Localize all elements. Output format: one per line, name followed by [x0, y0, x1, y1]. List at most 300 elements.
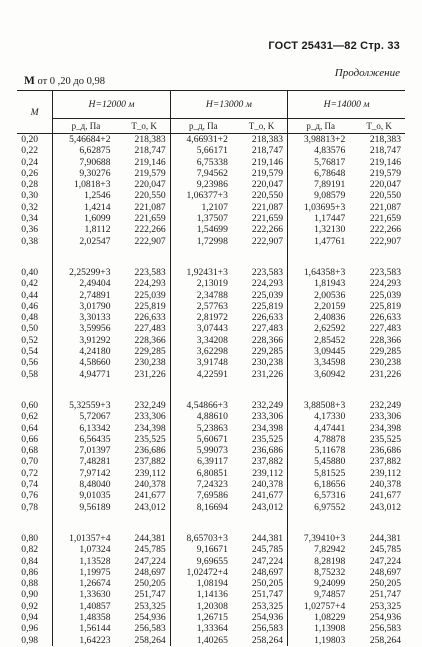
- pressure-cell: 1,20308: [196, 600, 228, 612]
- mach-cell: 0,58: [17, 369, 53, 380]
- temperature-cell: 225,819: [369, 300, 401, 312]
- pressure-cell: 6,13342: [79, 422, 111, 434]
- temperature-cell: 229,285: [119, 346, 171, 357]
- pressure-column-header: p_д, Па: [53, 119, 119, 134]
- mach-cell: 0,74: [17, 479, 53, 490]
- table-row: [17, 490, 405, 501]
- mach-cell: 0,80: [17, 533, 53, 544]
- temperature-cell: 220,550: [236, 190, 288, 201]
- pressure-cell: 3,91748: [196, 357, 228, 369]
- temperature-cell: 254,936: [236, 612, 288, 623]
- pressure-cell: 1,01357+4: [69, 532, 111, 544]
- temperature-cell: 220,047: [119, 179, 171, 190]
- mach-cell: 0,22: [17, 145, 53, 156]
- temperature-cell: 251,747: [369, 589, 401, 601]
- mach-cell: 0,66: [17, 434, 53, 445]
- temperature-cell: 218,747: [119, 145, 171, 156]
- pressure-cell: 7,69586: [196, 490, 228, 502]
- pressure-cell: 1,26674: [79, 578, 111, 590]
- table-row: [17, 267, 405, 278]
- temperature-cell: 232,249: [236, 400, 288, 411]
- temperature-cell: 231,226: [369, 368, 401, 380]
- pressure-cell: 2,25299+3: [69, 266, 111, 278]
- pressure-cell: 3,07443: [196, 323, 228, 335]
- table-row: [17, 168, 405, 179]
- temperature-cell: 251,747: [236, 589, 288, 600]
- pressure-cell: 9,69655: [196, 555, 228, 567]
- temperature-cell: 239,112: [370, 467, 401, 479]
- pressure-cell: 5,76817: [314, 156, 346, 168]
- pressure-cell: 3,88508+3: [303, 399, 346, 411]
- temperature-cell: 221,087: [236, 202, 288, 213]
- pressure-cell: 1,4214: [84, 201, 111, 213]
- temperature-cell: 231,226: [119, 369, 171, 380]
- pressure-cell: 3,01790: [79, 300, 111, 312]
- pressure-cell: 2,34788: [196, 289, 228, 301]
- mach-cell: 0,60: [17, 400, 53, 411]
- pressure-cell: 7,97142: [79, 467, 111, 479]
- table-row: [17, 400, 405, 411]
- pressure-cell: 1,19975: [79, 566, 111, 578]
- temperature-cell: 222,907: [119, 236, 171, 247]
- temperature-cell: 235,525: [236, 434, 288, 445]
- temperature-cell: 222,266: [369, 224, 401, 236]
- pressure-cell: 4,94771: [79, 368, 111, 380]
- temperature-cell: 225,819: [236, 301, 288, 312]
- temperature-cell: 225,819: [119, 301, 171, 312]
- pressure-cell: 3,91292: [79, 334, 111, 346]
- temperature-cell: 250,205: [119, 578, 171, 589]
- mach-cell: 0,34: [17, 213, 53, 224]
- mach-cell: 0,44: [17, 290, 53, 301]
- pressure-cell: 3,34598: [314, 357, 346, 369]
- temperature-cell: 253,325: [369, 600, 401, 612]
- pressure-cell: 9,56189: [79, 501, 111, 513]
- temperature-cell: 221,659: [119, 213, 171, 224]
- temperature-cell: 228,366: [119, 335, 171, 346]
- mach-cell: 0,40: [17, 267, 53, 278]
- mach-cell: 0,62: [17, 411, 53, 422]
- pressure-column-header: p_д, Па: [288, 119, 354, 134]
- temperature-cell: 228,366: [369, 334, 401, 346]
- temperature-cell: 229,285: [369, 346, 401, 358]
- table-row: [17, 190, 405, 201]
- pressure-cell: 1,06377+3: [186, 190, 228, 202]
- table-row: [17, 635, 405, 646]
- table-row: [17, 278, 405, 289]
- mach-cell: 0,82: [17, 544, 53, 555]
- temperature-cell: 223,583: [119, 267, 171, 278]
- table-row: [17, 411, 405, 422]
- temperature-cell: 234,398: [369, 422, 401, 434]
- mach-cell: 0,76: [17, 490, 53, 501]
- temperature-cell: 218,383: [236, 134, 288, 146]
- temperature-cell: 220,550: [369, 190, 401, 202]
- table-row: [17, 468, 405, 479]
- pressure-cell: 8,75232: [314, 566, 346, 578]
- temperature-cell: 241,677: [369, 490, 401, 502]
- table-row: [17, 157, 405, 168]
- pressure-cell: 1,13908: [314, 623, 346, 635]
- mach-cell: 0,20: [17, 134, 53, 146]
- temperature-cell: 243,012: [369, 501, 401, 513]
- temperature-cell: 230,238: [119, 357, 171, 368]
- temperature-cell: 247,224: [236, 556, 288, 567]
- table-row: [17, 213, 405, 224]
- pressure-cell: 2,57763: [196, 300, 228, 312]
- table-row: [17, 479, 405, 490]
- temperature-cell: 220,047: [369, 179, 401, 191]
- temperature-cell: 222,266: [236, 224, 288, 235]
- pressure-cell: 1,13528: [79, 555, 111, 567]
- mach-cell: 0,92: [17, 601, 53, 612]
- pressure-cell: 1,64358+3: [303, 266, 346, 278]
- temperature-cell: 230,238: [236, 357, 288, 368]
- pressure-cell: 2,62592: [314, 323, 346, 335]
- pressure-cell: 9,01035: [79, 490, 111, 502]
- temperature-cell: 233,306: [119, 411, 171, 422]
- temperature-cell: 256,583: [119, 623, 171, 634]
- pressure-cell: 9,24099: [314, 578, 346, 590]
- temperature-cell: 248,697: [369, 566, 401, 578]
- pressure-column-header: p_д, Па: [170, 119, 236, 134]
- pressure-cell: 7,89191: [314, 179, 346, 191]
- temperature-cell: 219,146: [369, 156, 401, 168]
- temperature-cell: 222,907: [369, 235, 401, 247]
- mach-cell: 0,42: [17, 278, 53, 289]
- temperature-cell: 247,224: [369, 555, 401, 567]
- mach-column-header: M: [17, 91, 53, 134]
- pressure-cell: 2,81972: [196, 312, 228, 324]
- mach-cell: 0,70: [17, 456, 53, 467]
- mach-cell: 0,46: [17, 301, 53, 312]
- temperature-cell: 237,882: [119, 456, 171, 467]
- pressure-cell: 4,66931+2: [186, 134, 228, 145]
- temperature-cell: 225,039: [119, 290, 171, 301]
- table-row: [17, 369, 405, 380]
- pressure-cell: 1,02472+4: [186, 566, 228, 578]
- temperature-cell: 247,224: [119, 556, 171, 567]
- pressure-cell: 1,2107: [201, 201, 228, 213]
- pressure-cell: 4,47441: [314, 422, 346, 434]
- pressure-cell: 1,08229: [314, 611, 346, 623]
- temperature-cell: 250,205: [369, 578, 401, 590]
- table-row: [17, 312, 405, 323]
- mach-cell: 0,38: [17, 236, 53, 247]
- pressure-cell: 1,08194: [196, 578, 228, 590]
- pressure-cell: 3,09445: [314, 346, 346, 358]
- pressure-cell: 1,0818+3: [73, 179, 111, 191]
- temperature-cell: 226,633: [236, 312, 288, 323]
- pressure-cell: 5,66171: [196, 145, 228, 157]
- pressure-cell: 5,32559+3: [69, 399, 111, 411]
- temperature-cell: 245,785: [119, 544, 171, 555]
- pressure-cell: 1,92431+3: [186, 266, 228, 278]
- temperature-cell: 226,633: [369, 312, 401, 324]
- pressure-cell: 1,40857: [79, 600, 111, 612]
- table-row: [17, 601, 405, 612]
- temperature-cell: 254,936: [369, 611, 401, 623]
- pressure-cell: 7,39410+3: [303, 532, 346, 544]
- table-row: [17, 434, 405, 445]
- table-row: [17, 502, 405, 513]
- pressure-cell: 4,83576: [314, 145, 346, 157]
- temperature-cell: 222,907: [236, 236, 288, 247]
- temperature-cell: 248,697: [236, 567, 288, 578]
- table-row: [17, 335, 405, 346]
- pressure-cell: 2,20159: [314, 300, 346, 312]
- mach-cell: 0,32: [17, 202, 53, 213]
- pressure-cell: 6,18656: [314, 479, 346, 491]
- temperature-cell: 256,583: [369, 623, 401, 635]
- pressure-cell: 7,48281: [79, 456, 111, 468]
- temperature-column-header: T_о, K: [236, 119, 288, 134]
- altitude-header-2: H=13000 м: [170, 91, 287, 119]
- standard-code: ГОСТ 25431—82: [268, 40, 357, 52]
- temperature-cell: 226,633: [119, 312, 171, 323]
- altitude-header-1: H=12000 м: [53, 91, 170, 119]
- temperature-cell: 239,112: [236, 468, 288, 479]
- pressure-cell: 2,40836: [314, 312, 346, 324]
- pressure-cell: 5,81525: [314, 467, 346, 479]
- temperature-cell: 222,266: [119, 224, 171, 235]
- pressure-cell: 6,39117: [197, 456, 228, 468]
- temperature-cell: 239,112: [119, 468, 171, 479]
- table-row: [17, 179, 405, 190]
- mach-cell: 0,68: [17, 445, 53, 456]
- temperature-cell: 227,483: [119, 323, 171, 334]
- temperature-cell: 234,398: [119, 423, 171, 434]
- pressure-cell: 1,40265: [196, 634, 228, 646]
- pressure-cell: 1,26715: [196, 611, 228, 623]
- pressure-cell: 1,03695+3: [303, 201, 346, 213]
- pressure-cell: 2,85452: [314, 334, 346, 346]
- table-row: [17, 578, 405, 589]
- temperature-cell: 250,205: [236, 578, 288, 589]
- temperature-cell: 221,087: [119, 202, 171, 213]
- pressure-cell: 7,24323: [196, 479, 228, 491]
- table-row: [17, 623, 405, 634]
- temperature-cell: 223,583: [369, 266, 401, 278]
- pressure-cell: 9,23986: [196, 179, 228, 191]
- pressure-cell: 8,65703+3: [186, 532, 228, 544]
- pressure-cell: 1,81943: [314, 278, 346, 290]
- mach-cell: 0,36: [17, 224, 53, 235]
- pressure-cell: 6,56435: [79, 433, 111, 445]
- temperature-cell: 221,659: [369, 213, 401, 225]
- pressure-cell: 5,99073: [196, 445, 228, 457]
- pressure-cell: 7,82942: [314, 544, 346, 556]
- temperature-cell: 219,146: [236, 157, 288, 168]
- mach-cell: 0,88: [17, 578, 53, 589]
- temperature-cell: 244,381: [119, 533, 171, 544]
- table-row: [17, 544, 405, 555]
- pressure-cell: 1,37507: [196, 213, 228, 225]
- temperature-cell: 219,146: [119, 157, 171, 168]
- pressure-cell: 1,32130: [314, 224, 346, 236]
- temperature-cell: 225,039: [369, 289, 401, 301]
- altitude-header-3: H=14000 м: [288, 91, 405, 119]
- temperature-cell: 235,525: [119, 434, 171, 445]
- temperature-cell: 224,293: [369, 278, 401, 290]
- page-label: Стр.: [360, 40, 385, 52]
- pressure-cell: 4,24180: [79, 346, 111, 358]
- pressure-cell: 5,60671: [196, 433, 228, 445]
- table-row: [17, 357, 405, 368]
- temperature-cell: 218,383: [119, 134, 171, 146]
- pressure-cell: 1,56144: [79, 623, 111, 635]
- continuation-label: Продолжение: [334, 67, 400, 79]
- mach-symbol: M: [24, 75, 35, 87]
- mach-cell: 0,52: [17, 335, 53, 346]
- table-row: [17, 202, 405, 213]
- temperature-cell: 237,882: [236, 456, 288, 467]
- mach-cell: 0,78: [17, 502, 53, 513]
- mach-cell: 0,96: [17, 623, 53, 634]
- pressure-cell: 1,2546: [84, 190, 111, 202]
- pressure-cell: 3,98813+2: [303, 134, 346, 145]
- temperature-cell: 218,747: [236, 145, 288, 156]
- temperature-cell: 243,012: [119, 502, 171, 513]
- temperature-cell: 221,659: [236, 213, 288, 224]
- pressure-cell: 5,11678: [314, 445, 346, 457]
- temperature-cell: 245,785: [369, 544, 401, 556]
- mach-cell: 0,72: [17, 468, 53, 479]
- pressure-cell: 6,97552: [314, 501, 346, 513]
- mach-cell: 0,84: [17, 556, 53, 567]
- temperature-cell: 236,686: [369, 445, 401, 457]
- pressure-cell: 1,14136: [196, 589, 228, 601]
- temperature-cell: 241,677: [119, 490, 171, 501]
- temperature-cell: 236,686: [119, 445, 171, 456]
- pressure-cell: 2,02547: [79, 235, 111, 247]
- temperature-cell: 224,293: [119, 278, 171, 289]
- temperature-cell: 220,047: [236, 179, 288, 190]
- pressure-cell: 3,30133: [79, 312, 111, 324]
- temperature-cell: 227,483: [236, 323, 288, 334]
- pressure-cell: 3,59956: [79, 323, 111, 335]
- temperature-cell: 240,378: [369, 479, 401, 491]
- pressure-cell: 6,80851: [196, 467, 228, 479]
- table-row: [17, 589, 405, 600]
- pressure-cell: 8,28198: [314, 555, 346, 567]
- pressure-cell: 5,46684+2: [69, 134, 111, 145]
- mach-cell: 0,90: [17, 589, 53, 600]
- temperature-cell: 229,285: [236, 346, 288, 357]
- table-row: [17, 134, 405, 146]
- temperature-cell: 235,525: [369, 433, 401, 445]
- pressure-cell: 2,74891: [79, 289, 111, 301]
- mach-cell: 0,64: [17, 423, 53, 434]
- mach-cell: 0,30: [17, 190, 53, 201]
- table-row: [17, 612, 405, 623]
- temperature-cell: 254,936: [119, 612, 171, 623]
- pressure-cell: 1,19803: [314, 634, 346, 646]
- temperature-column-header: T_о, K: [353, 119, 405, 134]
- pressure-cell: 1,07324: [79, 544, 111, 556]
- temperature-cell: 227,483: [369, 323, 401, 335]
- pressure-cell: 9,74857: [314, 589, 346, 601]
- pressure-cell: 4,54866+3: [186, 399, 228, 411]
- pressure-cell: 9,08579: [314, 190, 346, 202]
- temperature-cell: 220,550: [119, 190, 171, 201]
- temperature-cell: 253,325: [236, 601, 288, 612]
- pressure-cell: 1,54699: [196, 224, 228, 236]
- pressure-cell: 5,45880: [314, 456, 346, 468]
- temperature-cell: 224,293: [236, 278, 288, 289]
- pressure-cell: 5,72067: [79, 411, 111, 423]
- pressure-cell: 3,62298: [196, 346, 228, 358]
- temperature-cell: 253,325: [119, 601, 171, 612]
- pressure-cell: 6,78648: [314, 167, 346, 179]
- temperature-cell: 232,249: [119, 400, 171, 411]
- pressure-cell: 6,57316: [314, 490, 346, 502]
- temperature-cell: 248,697: [119, 567, 171, 578]
- temperature-cell: 233,306: [369, 411, 401, 423]
- table-row: [17, 290, 405, 301]
- pressure-cell: 1,33364: [196, 623, 228, 635]
- temperature-cell: 241,677: [236, 490, 288, 501]
- mach-cell: 0,26: [17, 168, 53, 179]
- page-number: 33: [387, 40, 400, 52]
- atmosphere-table: [17, 90, 405, 646]
- pressure-cell: 1,6099: [84, 213, 111, 225]
- mach-cell: 0,50: [17, 323, 53, 334]
- mach-range-text: от 0 ,20 до 0,98: [37, 76, 106, 87]
- pressure-cell: 1,17447: [314, 213, 346, 225]
- pressure-cell: 1,47761: [314, 235, 346, 247]
- pressure-cell: 2,49404: [79, 278, 111, 290]
- temperature-cell: 219,579: [236, 168, 288, 179]
- mach-cell: 0,98: [17, 635, 53, 646]
- pressure-cell: 8,48040: [79, 479, 111, 491]
- temperature-cell: 244,381: [369, 532, 401, 544]
- pressure-cell: 6,62875: [79, 145, 111, 157]
- temperature-cell: 244,381: [236, 533, 288, 544]
- temperature-cell: 228,366: [236, 335, 288, 346]
- page-header: [268, 40, 400, 52]
- pressure-cell: 3,60942: [314, 368, 346, 380]
- pressure-cell: 4,78878: [314, 433, 346, 445]
- temperature-cell: 258,264: [369, 634, 401, 646]
- pressure-cell: 6,75338: [196, 156, 228, 168]
- pressure-cell: 4,58660: [79, 357, 111, 369]
- mach-cell: 0,54: [17, 346, 53, 357]
- mach-cell: 0,94: [17, 612, 53, 623]
- pressure-cell: 9,30276: [79, 167, 111, 179]
- block-spacer: [17, 247, 405, 267]
- temperature-cell: 219,579: [369, 167, 401, 179]
- temperature-cell: 221,087: [369, 201, 401, 213]
- mach-cell: 0,56: [17, 357, 53, 368]
- block-spacer: [17, 380, 405, 400]
- mach-cell: 0,86: [17, 567, 53, 578]
- pressure-cell: 2,00536: [314, 289, 346, 301]
- pressure-cell: 7,90688: [79, 156, 111, 168]
- pressure-cell: 3,34208: [196, 334, 228, 346]
- table-row: [17, 556, 405, 567]
- temperature-cell: 256,583: [236, 623, 288, 634]
- pressure-cell: 4,22591: [196, 368, 228, 380]
- block-spacer: [17, 513, 405, 533]
- pressure-cell: 1,33630: [79, 589, 111, 601]
- pressure-cell: 1,48358: [79, 611, 111, 623]
- temperature-cell: 258,264: [236, 635, 288, 646]
- temperature-cell: 240,378: [119, 479, 171, 490]
- pressure-cell: 1,64223: [79, 634, 111, 646]
- temperature-cell: 240,378: [236, 479, 288, 490]
- table-row: [17, 445, 405, 456]
